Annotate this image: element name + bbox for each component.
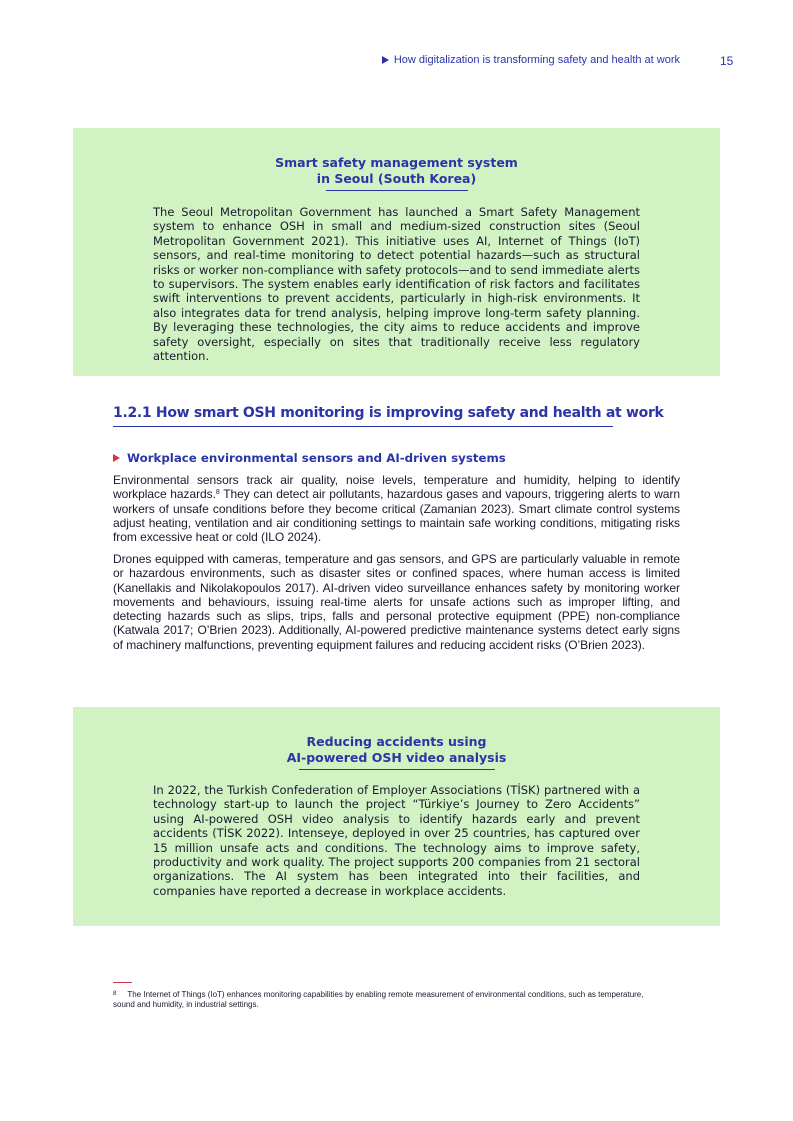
box-title-line: AI-powered OSH video analysis: [286, 750, 507, 765]
body-paragraph: [113, 473, 680, 544]
section-heading-underline: [113, 426, 613, 427]
box-title: [73, 734, 720, 766]
page-number: 15: [720, 54, 734, 68]
box-title-line: in Seoul (South Korea): [316, 171, 477, 186]
box-body-text: The Seoul Metropolitan Government has launched a Smart Safety Management system to enhance OSH in small and medium-sized construction sites (Seoul Metropolitan Government 2021). This initiative uses AI, Internet of Things (IoT) sensors, and real-time monitoring to detect potential hazards—such as structural risks or worker non-compliance with safety protocols—and to send immediate alerts to supervisors. The system enables early identification of risk factors and facilitates swift interventions to prevent accidents, particularly in high-risk environments. It also integrates data for trend analysis, helping improve long-term safety planning. By leveraging these technologies, the city aims to reduce accidents and improve safety oversight, especially on sites that traditionally receive less regulatory attention.: [153, 205, 640, 364]
subsection-heading: [113, 451, 506, 465]
case-study-box-seoul: [73, 128, 720, 376]
footnote-text: The Internet of Things (IoT) enhances monitoring capabilities by enabling remote measurement of environmental conditions, such as temperature, sound and humidity, in industrial settings.: [113, 990, 644, 1009]
running-header: [380, 54, 680, 66]
body-paragraph: Drones equipped with cameras, temperature and gas sensors, and GPS are particularly valuable in remote or hazardous environments, such as disaster sites or confined spaces, where human access is limited (Kanellakis and Nikolakopoulos 2017). AI-driven video surveillance enhances safety by monitoring worker movements and behaviours, issuing real-time alerts for unsafe actions such as improper lifting, and detecting hazards such as slips, trips, falls and personal protective equipment (PPE) non-compliance (Katwala 2017; O’Brien 2023). Additionally, AI-powered predictive maintenance systems detect early signs of machinery malfunctions, preventing equipment failures and reducing accident risks (O’Brien 2023).: [113, 552, 680, 652]
box-title-line: Smart safety management system: [275, 155, 518, 170]
footnote-separator: [113, 982, 132, 983]
section-heading: 1.2.1 How smart OSH monitoring is improving safety and health at work: [113, 405, 664, 421]
running-title: How digitalization is transforming safety and health at work: [393, 54, 680, 66]
box-title-line: Reducing accidents using: [306, 734, 487, 749]
box-title: [73, 155, 720, 187]
title-underline: [299, 769, 495, 770]
title-underline: [326, 190, 468, 191]
triangle-bullet-icon: [113, 454, 120, 462]
subsection-heading-text: Workplace environmental sensors and AI-driven systems: [127, 451, 506, 465]
footnote-number: 8: [113, 991, 117, 997]
case-study-box-turkiye: [73, 707, 720, 926]
footnote-reference[interactable]: 8: [215, 489, 220, 497]
paragraph-text: Environmental sensors track air quality, noise levels, temperature and humidity, helping to identify workplace hazards.: [113, 473, 680, 502]
triangle-bullet-icon: [382, 56, 389, 64]
footnote: [113, 989, 653, 1010]
box-body-text: In 2022, the Turkish Confederation of Employer Associations (TİSK) partnered with a technology start-up to launch the project “Türkiye’s Journey to Zero Accidents” using AI-powered OSH video analysis to identify hazards early and prevent accidents (TİSK 2022). Intenseye, deployed in over 25 countries, has captured over 15 million unsafe acts and conditions. The technology aims to improve safety, productivity and work quality. The project supports 200 companies from 21 sectoral organizations. The AI system has been integrated into their facilities, and companies have reported a decrease in workplace accidents.: [153, 783, 640, 898]
paragraph-text: They can detect air pollutants, hazardous gases and vapours, triggering alerts to warn workers of unsafe conditions before they become critical (Zamanian 2023). Smart climate control systems adjust heating, ventilation and air conditioning settings to maintain safe working conditions, mitigating risks from excessive heat or cold (ILO 2024).: [113, 487, 680, 545]
